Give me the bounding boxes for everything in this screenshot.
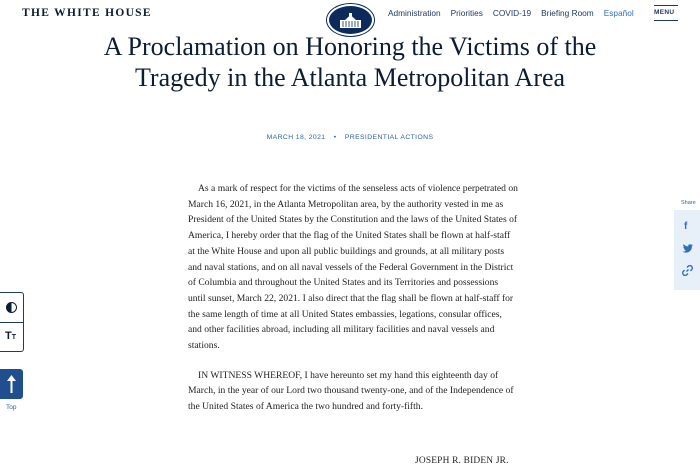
site-header <box>0 0 700 28</box>
article-date: MARCH 18, 2021 <box>266 134 326 141</box>
text-size-icon[interactable] <box>5 330 16 342</box>
article-meta <box>0 134 700 141</box>
paragraph: IN WITNESS WHEREOF, I have hereunto set my hand this eighteenth day of March, in the year of our Lord two thousand twenty-one, and of the Independence of the United States of America the two hundred and forty-fifth. <box>188 369 514 413</box>
white-house-icon <box>338 12 363 30</box>
text-size-glyph: T <box>5 330 12 342</box>
nav-covid-19[interactable]: COVID-19 <box>492 8 532 18</box>
meta-separator: • <box>333 134 337 141</box>
tool-divider <box>0 322 23 323</box>
main-nav <box>388 8 644 18</box>
link-icon[interactable] <box>682 265 693 276</box>
text-size-glyph-small: T <box>11 334 17 341</box>
nav-briefing-room[interactable]: Briefing Room <box>541 8 594 18</box>
site-title[interactable]: THE WHITE HOUSE <box>22 7 152 19</box>
accessibility-tools <box>0 292 24 352</box>
nav-priorities[interactable]: Priorities <box>450 8 483 18</box>
share-rail <box>674 210 700 290</box>
category-link[interactable]: PRESIDENTIAL ACTIONS <box>344 134 434 141</box>
facebook-icon[interactable]: f <box>684 221 688 232</box>
arrow-up-icon <box>7 375 16 393</box>
nav-administration[interactable]: Administration <box>388 8 441 18</box>
paragraph: As a mark of respect for the victims of the senseless acts of violence perpetrated on March 16, 2021, in the Atlanta Metropolitan area, by the authority vested in me as President of the United States by the Constitution and the laws of the United States of America, I hereby order that the flag of the United States shall be flown at half-staff at the White House and upon all public buildings and grounds, at all military posts and naval stations, and on all naval vessels of the Federal Government in the District of Columbia and throughout the United States and its Territories and possessions until sunset, March 22, 2021. I also direct that the flag shall be flown at half-staff for the same length of time at all United States embassies, legations, consular offices, and other facilities abroad, including all military facilities and naval vessels and stations. <box>188 183 518 352</box>
back-to-top-button[interactable] <box>0 369 23 399</box>
article-body <box>188 181 518 429</box>
menu-button[interactable] <box>654 5 678 21</box>
signature: JOSEPH R. BIDEN JR. <box>415 456 509 466</box>
top-label: Top <box>6 404 17 411</box>
twitter-icon[interactable] <box>682 244 693 253</box>
menu-label: MENU <box>654 9 675 16</box>
share-label: Share <box>681 200 696 206</box>
contrast-toggle-icon[interactable] <box>6 302 17 313</box>
nav-espanol[interactable]: Español <box>603 8 634 18</box>
page-title: A Proclamation on Honoring the Victims of the Tragedy in the Atlanta Metropolitan Area <box>103 32 597 92</box>
